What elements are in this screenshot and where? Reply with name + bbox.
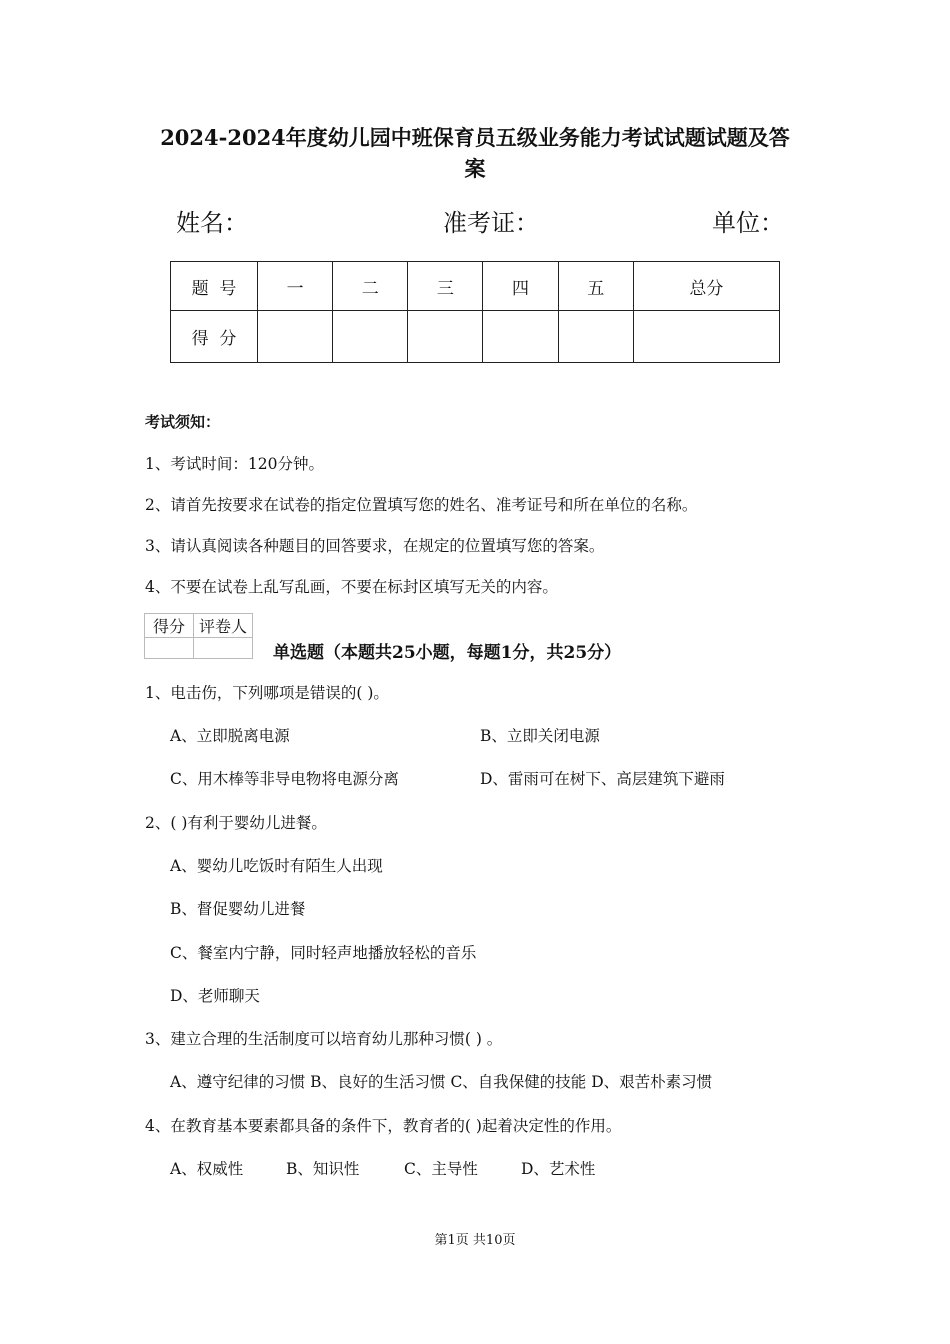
score-cell-total[interactable] <box>633 311 779 363</box>
score-row-label: 得 分 <box>171 311 258 363</box>
header-cell-total: 总分 <box>633 262 779 311</box>
question-2-option-b[interactable]: B、督促婴幼儿进餐 <box>170 900 306 918</box>
question-2-option-d[interactable]: D、老师聊天 <box>170 987 260 1005</box>
question-4-option-c[interactable]: C、主导性 <box>404 1160 478 1178</box>
notice-item-4: 4、不要在试卷上乱写乱画，不要在标封区填写无关的内容。 <box>145 578 558 596</box>
score-cell-2[interactable] <box>333 311 408 363</box>
question-1-option-a[interactable]: A、立即脱离电源 <box>170 727 290 745</box>
notice-item-3: 3、请认真阅读各种题目的回答要求，在规定的位置填写您的答案。 <box>145 537 605 555</box>
unit-field-label: 单位： <box>712 209 784 237</box>
grader-score-cell[interactable] <box>145 638 194 659</box>
header-cell-4: 四 <box>483 262 558 311</box>
score-cell-3[interactable] <box>408 311 483 363</box>
question-1-option-c[interactable]: C、用木棒等非导电物将电源分离 <box>170 770 399 788</box>
title-line-1: 2024-2024年度幼儿园中班保育员五级业务能力考试试题试题及答 <box>160 125 790 150</box>
page-footer: 第1页 共10页 <box>434 1233 516 1248</box>
question-4-option-b[interactable]: B、知识性 <box>286 1160 360 1178</box>
section-title: 单选题（本题共25小题，每题1分，共25分） <box>273 643 622 663</box>
score-cell-4[interactable] <box>483 311 558 363</box>
question-2-option-a[interactable]: A、婴幼儿吃饭时有陌生人出现 <box>170 857 383 875</box>
score-cell-1[interactable] <box>258 311 333 363</box>
score-table-score-row <box>171 311 780 363</box>
grader-box <box>144 613 253 659</box>
title-line-2: 案 <box>464 156 486 181</box>
document-title <box>140 122 810 184</box>
header-cell-1: 一 <box>258 262 333 311</box>
question-3-options[interactable]: A、遵守纪律的习惯 B、良好的生活习惯 C、自我保健的技能 D、艰苦朴素习惯 <box>170 1073 713 1091</box>
notice-item-2: 2、请首先按要求在试卷的指定位置填写您的姓名、准考证号和所在单位的名称。 <box>145 496 698 514</box>
score-table-header-row <box>171 262 780 311</box>
question-1-option-b[interactable]: B、立即关闭电源 <box>480 727 600 745</box>
question-4-option-d[interactable]: D、艺术性 <box>521 1160 596 1178</box>
candidate-fields <box>0 203 950 237</box>
question-2-option-c[interactable]: C、餐室内宁静，同时轻声地播放轻松的音乐 <box>170 944 477 962</box>
header-cell-2: 二 <box>333 262 408 311</box>
grader-header-row <box>145 614 253 638</box>
score-cell-5[interactable] <box>558 311 633 363</box>
header-cell-label: 题 号 <box>171 262 258 311</box>
question-4-option-a[interactable]: A、权威性 <box>170 1160 244 1178</box>
name-field-label: 姓名： <box>176 209 248 237</box>
notice-item-1: 1、考试时间：120分钟。 <box>145 455 324 473</box>
question-2-stem: 2、( )有利于婴幼儿进餐。 <box>145 814 327 832</box>
notice-heading: 考试须知： <box>145 413 221 431</box>
question-1-option-d[interactable]: D、雷雨可在树下、高层建筑下避雨 <box>480 770 725 788</box>
exam-id-field-label: 准考证： <box>443 209 539 237</box>
question-4-stem: 4、在教育基本要素都具备的条件下，教育者的( )起着决定性的作用。 <box>145 1117 622 1135</box>
question-1-stem: 1、电击伤，下列哪项是错误的( )。 <box>145 684 389 702</box>
grader-reviewer-cell[interactable] <box>194 638 253 659</box>
grader-score-label: 得分 <box>145 614 194 638</box>
grader-input-row <box>145 638 253 659</box>
header-cell-5: 五 <box>558 262 633 311</box>
score-table <box>170 261 780 363</box>
grader-reviewer-label: 评卷人 <box>194 614 253 638</box>
question-3-stem: 3、建立合理的生活制度可以培育幼儿那种习惯( ) 。 <box>145 1030 503 1048</box>
header-cell-3: 三 <box>408 262 483 311</box>
